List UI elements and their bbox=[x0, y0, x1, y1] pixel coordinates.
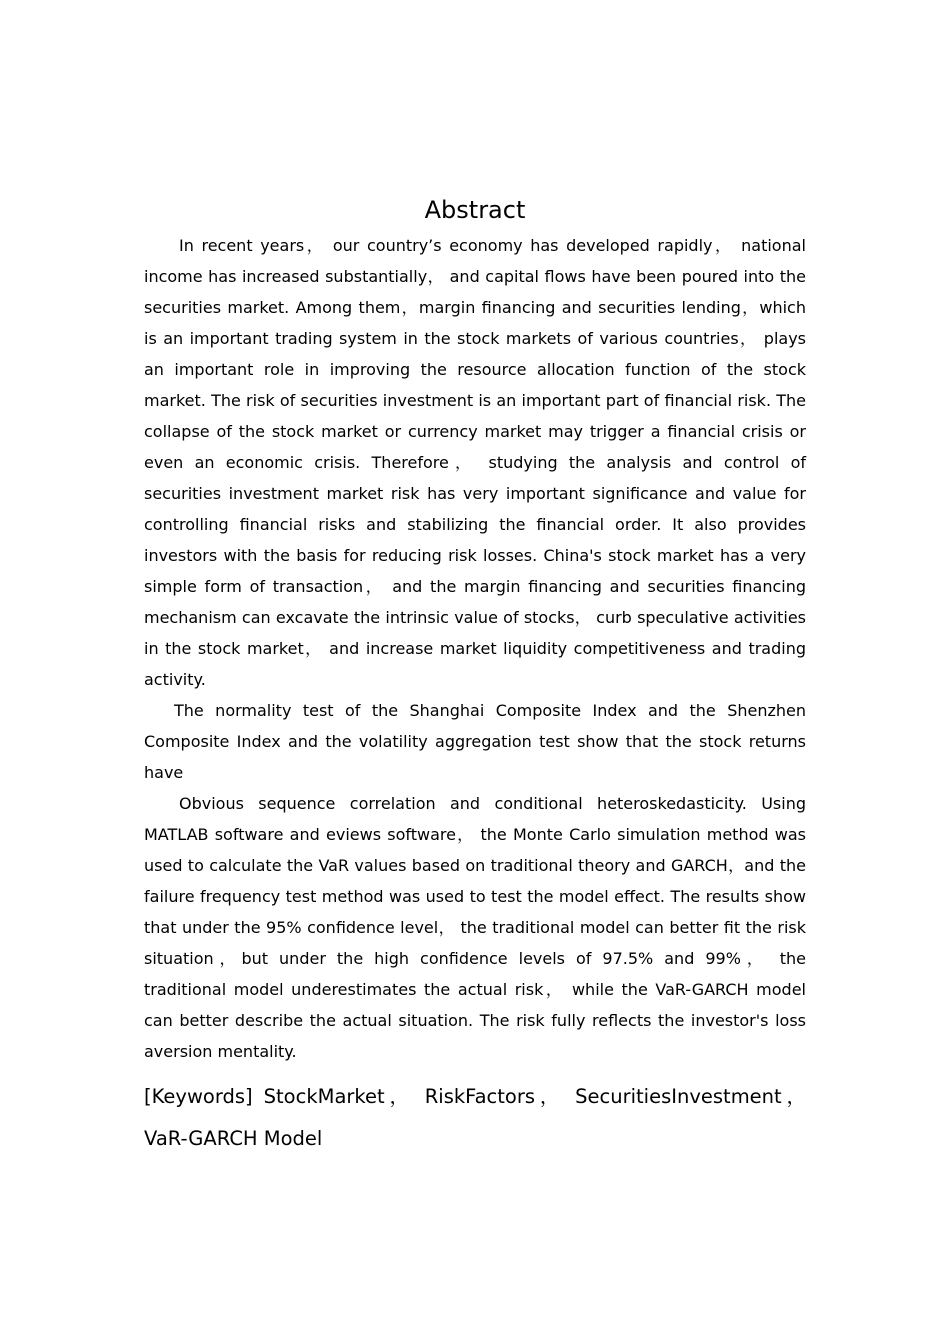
keywords-line: [Keywords] StockMarket， RiskFactors， SecuritiesInvestment， VaR-GARCH Model bbox=[144, 1085, 806, 1150]
abstract-paragraph-1: In recent years， our country’s economy has developed rapidly， national income has increased substantially， and capital flows have been poured into the securities market. Among them，margin financing and securities lending，which is an important trading system in the stock markets of various countries， plays an important role in improving the resource allocation function of the stock market. The risk of securities investment is an important part of financial risk. The collapse of the stock market or currency market may trigger a financial crisis or even an economic crisis. Therefore， studying the analysis and control of securities investment market risk has very important significance and value for controlling financial risks and stabilizing the financial order. It also provides investors with the basis for reducing risk losses. China's stock market has a very simple form of transaction， and the margin financing and securities financing mechanism can excavate the intrinsic value of stocks， curb speculative activities in the stock market， and increase market liquidity competitiveness and trading activity. bbox=[144, 236, 806, 689]
abstract-section bbox=[144, 192, 806, 1160]
abstract-paragraph-2: The normality test of the Shanghai Composite Index and the Shenzhen Composite Index and the volatility aggregation test show that the stock returns have bbox=[144, 701, 806, 782]
abstract-title: Abstract bbox=[424, 196, 526, 224]
abstract-paragraph-3: Obvious sequence correlation and conditional heteroskedasticity. Using MATLAB software and eviews software， the Monte Carlo simulation method was used to calculate the VaR values based on traditional theory and GARCH，and the failure frequency test method was used to test the model effect. The results show that under the 95% confidence level， the traditional model can better fit the risk situation，but under the high confidence levels of 97.5% and 99%， the traditional model underestimates the actual risk， while the VaR-GARCH model can better describe the actual situation. The risk fully reflects the investor's loss aversion mentality. bbox=[144, 794, 807, 1061]
